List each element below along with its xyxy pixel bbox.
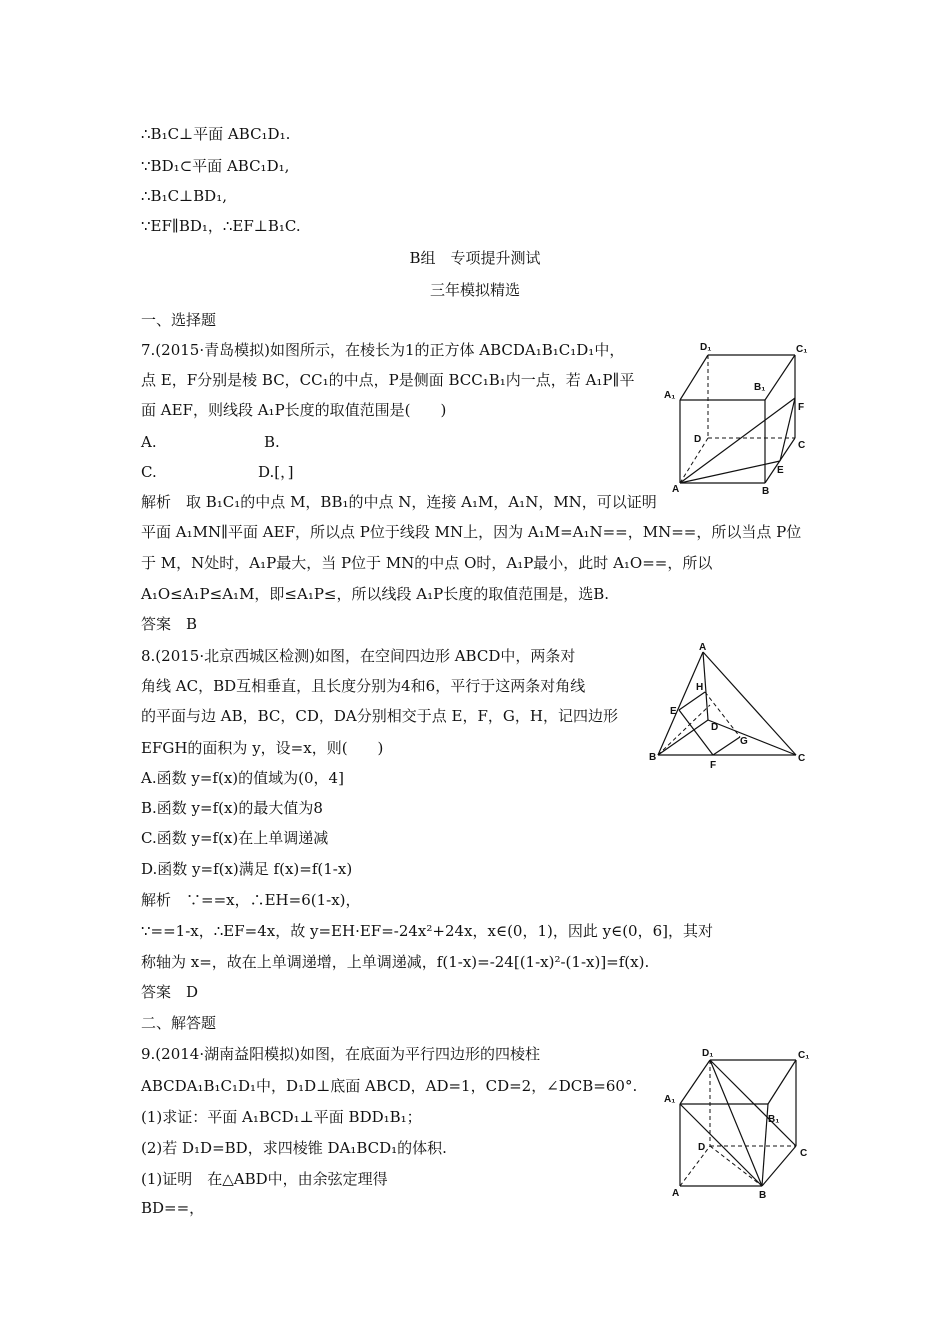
label-f: F [710,760,717,771]
analysis-text: 平面 A₁MN∥平面 AEF，所以点 P位于线段 MN上，因为 A₁M=A₁N==，MN==，所以当点 P位 [141,523,802,541]
option-a: A. [141,433,157,451]
question-text: 8.(2015·北京西城区检测)如图，在空间四边形 ABCD中，两条对 [141,647,576,665]
answer-text: 答案 B [141,615,198,633]
analysis-text: A₁O≤A₁P≤A₁M，即≤A₁P≤，所以线段 A₁P长度的取值范围是，选B. [141,585,609,603]
option-c: C.函数 y=f(x)在上单调递减 [141,829,329,847]
label-b: B [649,752,657,763]
label-d: D [698,1142,706,1153]
label-c: C [798,440,806,451]
section-title: B组 专项提升测试 [409,249,541,267]
cube-figure [660,338,820,498]
label-c: C [800,1148,808,1159]
label-a1: A₁ [664,1094,676,1105]
question-text: 7.(2015·青岛模拟)如图所示，在棱长为1的正方体 ABCDA₁B₁C₁D₁中， [141,341,625,359]
analysis-text: 解析 ∵==x，∴EH=6(1-x)， [141,891,361,909]
label-g: G [740,736,748,747]
proof-text: (1)证明 在△ABD中，由余弦定理得 [141,1170,388,1188]
question-text: EFGH的面积为 y，设=x，则( ) [141,739,384,757]
section-subtitle: 三年模拟精选 [429,281,520,299]
label-d1: D₁ [700,342,712,353]
label-b1: B₁ [754,382,766,393]
label-d1: D₁ [702,1048,714,1059]
label-c1: C₁ [796,344,808,355]
label-f: F [798,402,805,413]
label-d: D [711,722,719,733]
option-a: A.函数 y=f(x)的值域为(0，4] [141,769,344,787]
label-b: B [759,1190,767,1201]
analysis-text: ∵==1-x，∴EF=4x，故 y=EH·EF=-24x²+24x，x∈(0，1)，因此 y∈(0，6]，其对 [141,922,713,940]
question-text: 面 AEF，则线段 A₁P长度的取值范围是( ) [141,401,447,419]
label-b: B [762,486,770,497]
label-a: A [672,484,680,495]
prism-figure [662,1046,832,1206]
label-e: E [777,465,784,476]
analysis-text: 于 M，N处时，A₁P最大，当 P位于 MN的中点 O时，A₁P最小，此时 A₁O==，所以 [141,554,713,572]
option-b: B.函数 y=f(x)的最大值为8 [141,799,323,817]
option-b: B. [264,433,280,451]
analysis-text: 称轴为 x=，故在上单调递增，上单调递减，f(1-x)=-24[(1-x)²-(1-x)]=f(x). [141,953,650,971]
answer-text: 答案 D [141,983,199,1001]
question-text: 9.(2014·湖南益阳模拟)如图，在底面为平行四边形的四棱柱 [141,1045,540,1063]
question-text: 点 E，F分别是棱 BC，CC₁的中点，P是侧面 BCC₁B₁内一点，若 A₁P∥平 [141,371,635,389]
label-a: A [699,642,707,653]
label-h: H [696,682,704,693]
label-a: A [672,1188,680,1199]
text-line: ∵EF∥BD₁，∴EF⊥B₁C. [141,217,301,235]
option-d: D.[，] [258,463,294,481]
text-line: ∴B₁C⊥平面 ABC₁D₁. [141,125,291,143]
tetrahedron-figure [648,640,818,775]
text-line: ∴B₁C⊥BD₁, [141,187,227,205]
label-a1: A₁ [664,390,676,401]
question-text: (1)求证：平面 A₁BCD₁⊥平面 BDD₁B₁； [141,1108,422,1126]
question-text: 的平面与边 AB，BC，CD，DA分别相交于点 E，F，G，H，记四边形 [141,707,618,725]
label-c: C [798,753,806,764]
proof-text: BD==， [141,1199,205,1217]
label-c1: C₁ [798,1050,810,1061]
text-line: ∵BD₁⊂平面 ABC₁D₁, [141,157,290,175]
question-text: ABCDA₁B₁C₁D₁中，D₁D⊥底面 ABCD，AD=1，CD=2，∠DCB=60°. [141,1077,638,1095]
option-d: D.函数 y=f(x)满足 f(x)=f(1-x) [141,860,353,878]
label-e: E [670,706,677,717]
analysis-text: 解析 取 B₁C₁的中点 M，BB₁的中点 N，连接 A₁M，A₁N，MN，可以证明 [141,493,657,511]
question-text: 角线 AC，BD互相垂直，且长度分别为4和6，平行于这两条对角线 [141,677,586,695]
section-heading: 一、选择题 [141,311,217,329]
label-d: D [694,434,702,445]
option-c: C. [141,463,157,481]
section-heading: 二、解答题 [141,1014,217,1032]
question-text: (2)若 D₁D=BD，求四棱锥 DA₁BCD₁的体积. [141,1139,447,1157]
label-b1: B₁ [768,1114,780,1125]
